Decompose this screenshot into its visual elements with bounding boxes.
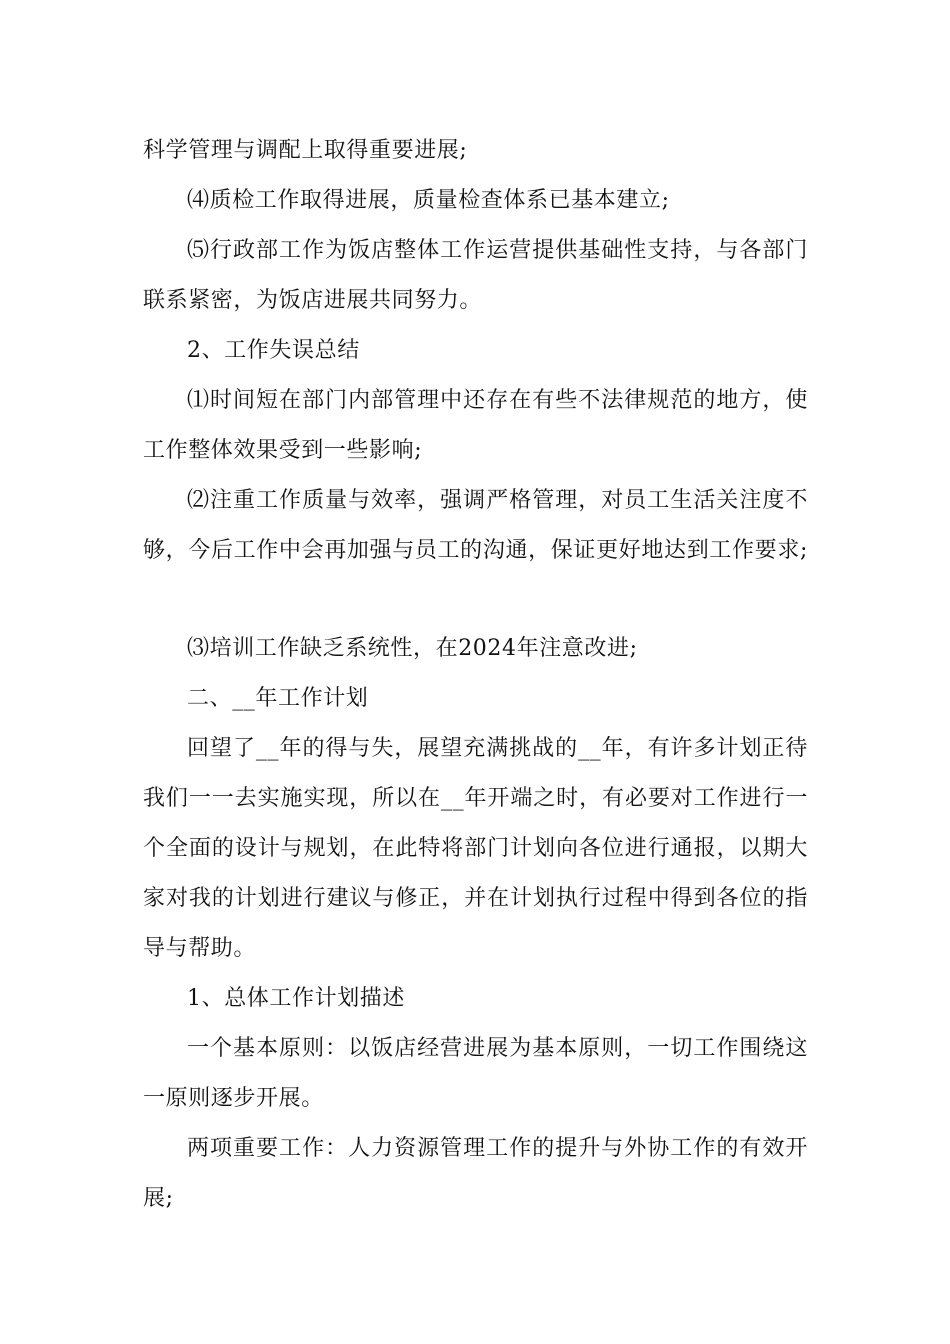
paragraph-line: ⑵注重工作质量与效率，强调严格管理，对员工生活关注度不 <box>187 488 808 513</box>
paragraph-line: ⑴时间短在部门内部管理中还存在有些不法律规范的地方，使 <box>187 388 808 413</box>
section-heading: 二、__年工作计划 <box>187 686 369 711</box>
paragraph-line: 一原则逐步开展。 <box>143 1086 324 1111</box>
paragraph-line: 导与帮助。 <box>143 936 257 961</box>
section-heading: 2、工作失误总结 <box>187 338 360 363</box>
paragraph-line: 个全面的设计与规划，在此特将部门计划向各位进行通报，以期大 <box>143 836 808 861</box>
section-heading: 1、总体工作计划描述 <box>187 986 405 1011</box>
paragraph-line: 家对我的计划进行建议与修正，并在计划执行过程中得到各位的指 <box>143 886 808 911</box>
paragraph-line: ⑶培训工作缺乏系统性，在2024年注意改进; <box>187 636 638 661</box>
paragraph-line: 够，今后工作中会再加强与员工的沟通，保证更好地达到工作要求; <box>143 538 808 563</box>
paragraph-line: 一个基本原则：以饭店经营进展为基本原则，一切工作围绕这 <box>187 1036 808 1061</box>
paragraph-line: 我们一一去实施实现，所以在__年开端之时，有必要对工作进行一 <box>143 786 808 811</box>
paragraph-line: 两项重要工作：人力资源管理工作的提升与外协工作的有效开 <box>187 1136 808 1161</box>
paragraph-line: 工作整体效果受到一些影响; <box>143 438 423 463</box>
paragraph-line: 联系紧密，为饭店进展共同努力。 <box>143 288 483 313</box>
paragraph-line: ⑷质检工作取得进展，质量检查体系已基本建立; <box>187 188 670 213</box>
paragraph-line: 科学管理与调配上取得重要进展; <box>143 138 468 163</box>
paragraph-line: 展; <box>143 1186 174 1211</box>
paragraph-line: 回望了__年的得与失，展望充满挑战的__年，有许多计划正待 <box>187 736 808 761</box>
paragraph-line: ⑸行政部工作为饭店整体工作运营提供基础性支持，与各部门 <box>187 238 808 263</box>
